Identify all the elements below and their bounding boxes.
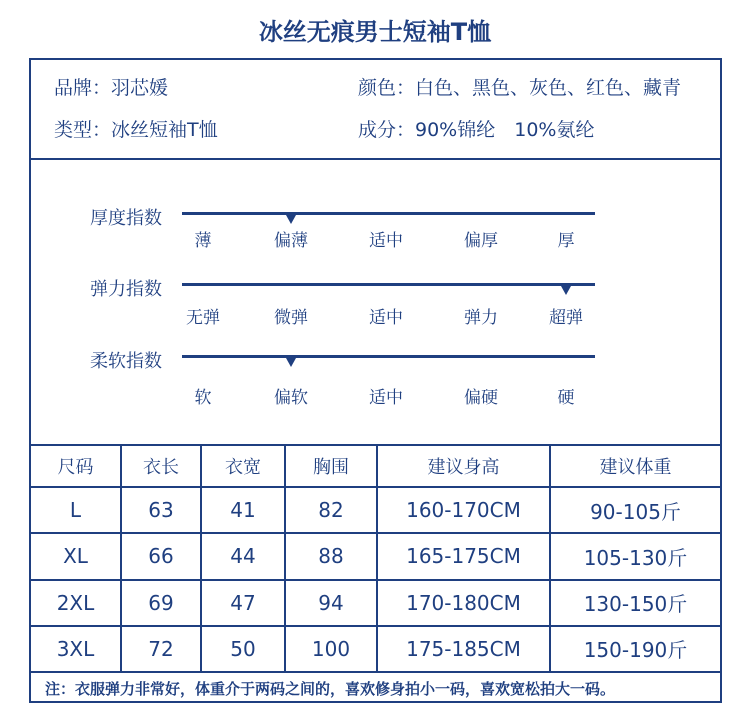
table-row <box>31 580 720 626</box>
elasticity-tick: 微弹 <box>274 308 308 328</box>
thickness-tick: 薄 <box>194 231 212 251</box>
elasticity-index-label: 弹力指数 <box>90 279 162 300</box>
elasticity-tick: 弹力 <box>464 308 498 328</box>
thickness-tick: 偏薄 <box>274 231 308 251</box>
chest-cell: 94 <box>285 580 377 626</box>
elasticity-index-line <box>182 283 595 286</box>
length-cell: 63 <box>121 487 201 533</box>
size-cell: L <box>31 487 121 533</box>
thickness-index-marker <box>286 215 296 224</box>
size-cell: 2XL <box>31 580 121 626</box>
size-table-header-row <box>31 446 720 487</box>
elasticity-index-marker <box>561 286 571 295</box>
elasticity-tick: 超弹 <box>549 308 583 328</box>
table-row <box>31 487 720 533</box>
brand-text: 品牌：羽芯媛 <box>54 77 169 99</box>
height-cell: 165-175CM <box>377 533 550 579</box>
softness-index-label: 柔软指数 <box>90 351 162 372</box>
thickness-tick: 偏厚 <box>464 231 498 251</box>
softness-tick: 偏软 <box>274 388 308 408</box>
softness-tick: 硬 <box>557 388 575 408</box>
header-length: 衣长 <box>121 446 201 487</box>
type-text: 类型：冰丝短袖T恤 <box>54 119 218 141</box>
weight-cell: 105-130斤 <box>550 533 720 579</box>
material-text: 成分：90%锦纶 10%氨纶 <box>358 119 595 141</box>
elasticity-tick: 适中 <box>369 308 403 328</box>
chest-cell: 88 <box>285 533 377 579</box>
weight-cell: 150-190斤 <box>550 626 720 672</box>
spec-card <box>29 58 722 703</box>
thickness-index-label: 厚度指数 <box>90 208 162 229</box>
header-size: 尺码 <box>31 446 121 487</box>
header-width: 衣宽 <box>201 446 285 487</box>
width-cell: 47 <box>201 580 285 626</box>
size-cell: XL <box>31 533 121 579</box>
height-cell: 175-185CM <box>377 626 550 672</box>
height-cell: 160-170CM <box>377 487 550 533</box>
softness-index-marker <box>286 358 296 367</box>
product-info <box>31 60 720 160</box>
weight-cell: 90-105斤 <box>550 487 720 533</box>
size-cell: 3XL <box>31 626 121 672</box>
softness-index-line <box>182 355 595 358</box>
colors-text: 颜色：白色、黑色、灰色、红色、藏青 <box>358 77 682 99</box>
chest-cell: 100 <box>285 626 377 672</box>
width-cell: 50 <box>201 626 285 672</box>
index-section <box>31 160 720 446</box>
softness-tick: 软 <box>194 388 212 408</box>
header-height: 建议身高 <box>377 446 550 487</box>
thickness-tick: 适中 <box>369 231 403 251</box>
page-title: 冰丝无痕男士短袖T恤 <box>258 18 492 46</box>
width-cell: 44 <box>201 533 285 579</box>
weight-cell: 130-150斤 <box>550 580 720 626</box>
height-cell: 170-180CM <box>377 580 550 626</box>
softness-tick: 偏硬 <box>464 388 498 408</box>
header-weight: 建议体重 <box>550 446 720 487</box>
header-chest: 胸围 <box>285 446 377 487</box>
size-note: 注：衣服弹力非常好，体重介于两码之间的，喜欢修身拍小一码，喜欢宽松拍大一码。 <box>45 680 616 698</box>
table-row <box>31 626 720 672</box>
length-cell: 69 <box>121 580 201 626</box>
thickness-tick: 厚 <box>557 231 575 251</box>
table-row <box>31 533 720 579</box>
chest-cell: 82 <box>285 487 377 533</box>
length-cell: 66 <box>121 533 201 579</box>
size-table <box>31 446 720 673</box>
length-cell: 72 <box>121 626 201 672</box>
elasticity-tick: 无弹 <box>186 308 220 328</box>
thickness-index-line <box>182 212 595 215</box>
softness-tick: 适中 <box>369 388 403 408</box>
width-cell: 41 <box>201 487 285 533</box>
